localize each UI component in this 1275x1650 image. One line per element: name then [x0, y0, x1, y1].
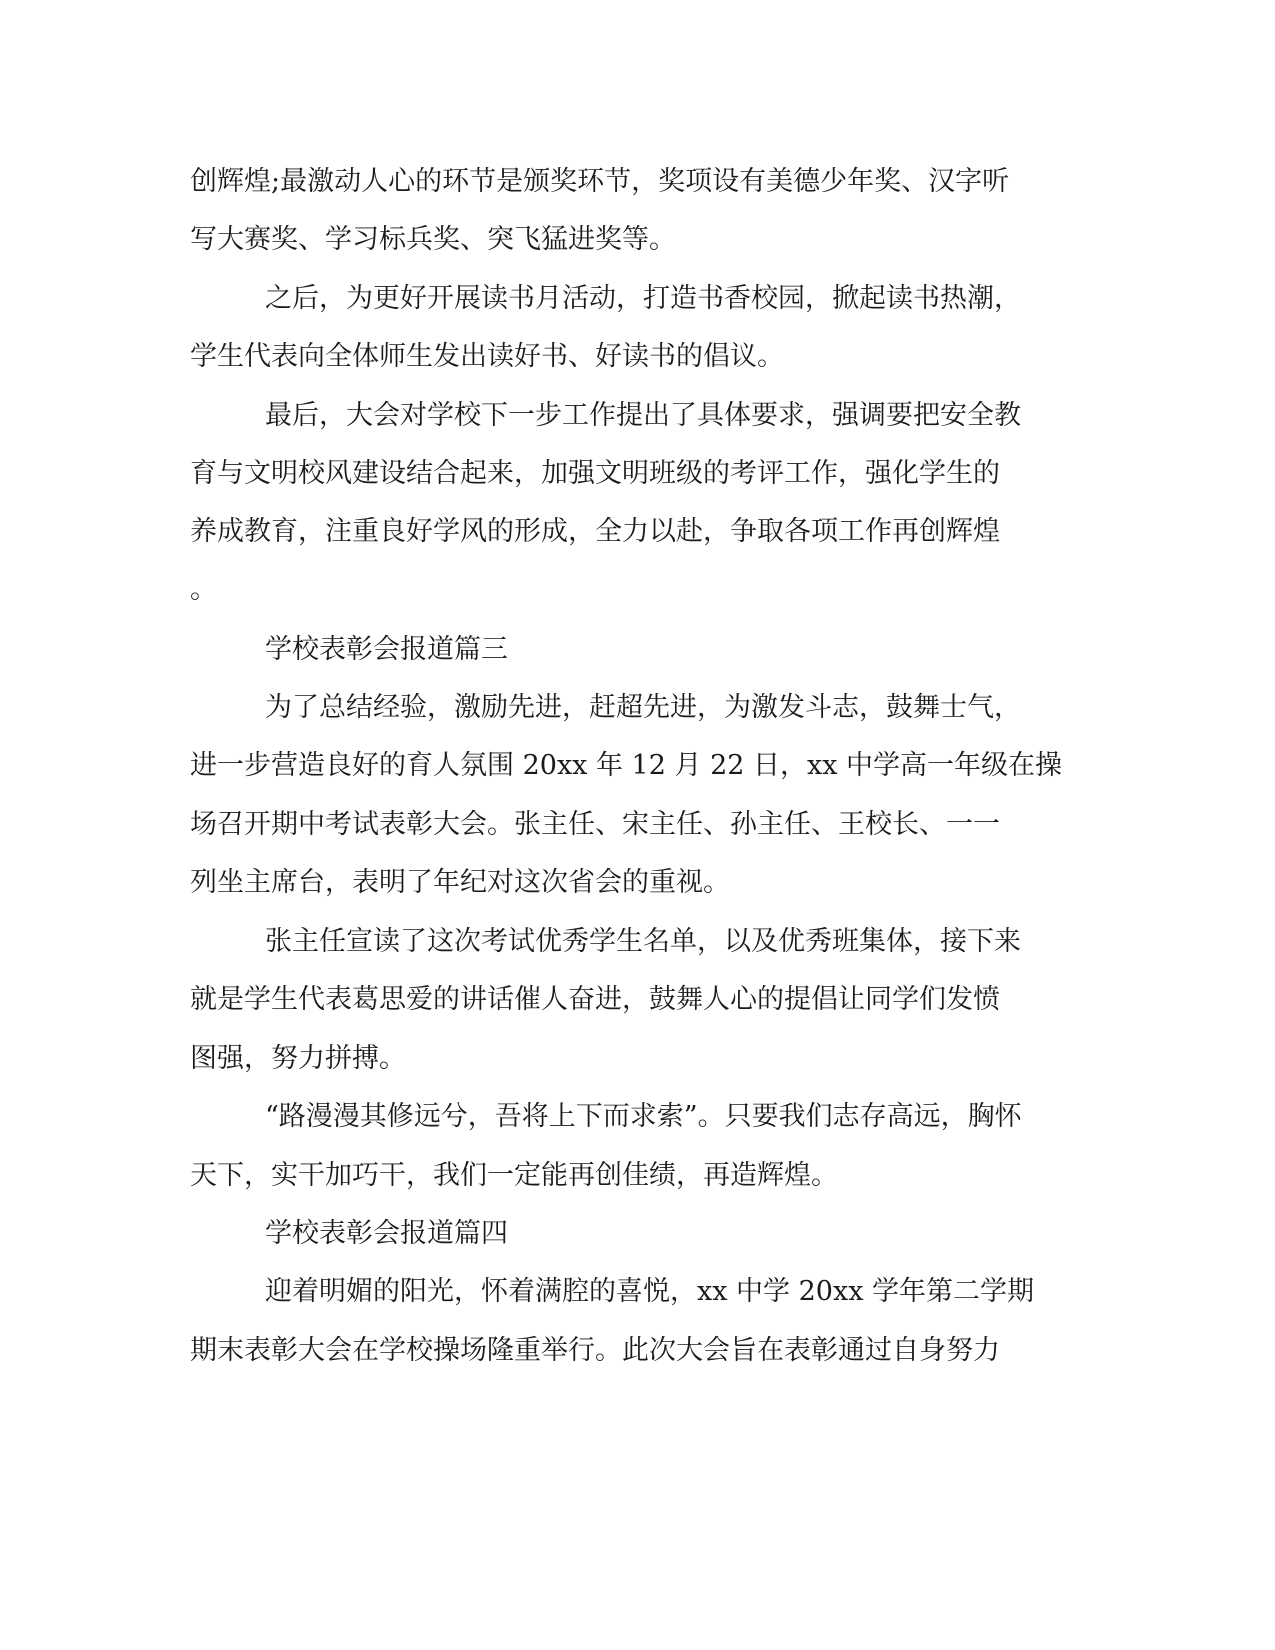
- text-line: 列坐主席台，表明了年纪对这次省会的重视。: [190, 867, 730, 898]
- text-line: 学生代表向全体师生发出读好书、好读书的倡议。: [190, 341, 784, 372]
- text-line: 天下，实干加巧干，我们一定能再创佳绩，再造辉煌。: [190, 1160, 838, 1191]
- text-line: 写大赛奖、学习标兵奖、突飞猛进奖等。: [190, 224, 676, 255]
- paragraph-first-line: 为了总结经验，激励先进，赶超先进，为激发斗志，鼓舞士气，: [265, 692, 1021, 723]
- paragraph-first-line: 张主任宣读了这次考试优秀学生名单，以及优秀班集体，接下来: [265, 926, 1021, 957]
- text-line: 就是学生代表葛思爱的讲话催人奋进，鼓舞人心的提倡让同学们发愤: [190, 984, 1000, 1015]
- paragraph-first-line: 之后，为更好开展读书月活动，打造书香校园，掀起读书热潮，: [265, 283, 1021, 314]
- text-line: 图强，努力拼搏。: [190, 1043, 406, 1074]
- paragraph-first-line: “路漫漫其修远兮，吾将上下而求索”。只要我们志存高远，胸怀: [265, 1101, 1022, 1132]
- text-line: 育与文明校风建设结合起来，加强文明班级的考评工作，强化学生的: [190, 458, 1000, 489]
- text-line: 进一步营造良好的育人氛围 20xx 年 12 月 22 日，xx 中学高一年级在操: [190, 750, 1063, 781]
- paragraph-first-line: 最后，大会对学校下一步工作提出了具体要求，强调要把安全教: [265, 400, 1021, 431]
- section-heading: 学校表彰会报道篇四: [265, 1218, 508, 1249]
- text-line: 养成教育，注重良好学风的形成，全力以赴，争取各项工作再创辉煌: [190, 516, 1000, 547]
- text-line: 期末表彰大会在学校操场隆重举行。此次大会旨在表彰通过自身努力: [190, 1335, 1000, 1366]
- section-heading: 学校表彰会报道篇三: [265, 634, 508, 665]
- text-line: 创辉煌;最激动人心的环节是颁奖环节，奖项设有美德少年奖、汉字听: [190, 166, 1010, 197]
- paragraph-first-line: 迎着明媚的阳光，怀着满腔的喜悦，xx 中学 20xx 学年第二学期: [265, 1276, 1035, 1307]
- text-line: 。: [190, 574, 217, 605]
- text-line: 场召开期中考试表彰大会。张主任、宋主任、孙主任、王校长、一一: [190, 809, 1000, 840]
